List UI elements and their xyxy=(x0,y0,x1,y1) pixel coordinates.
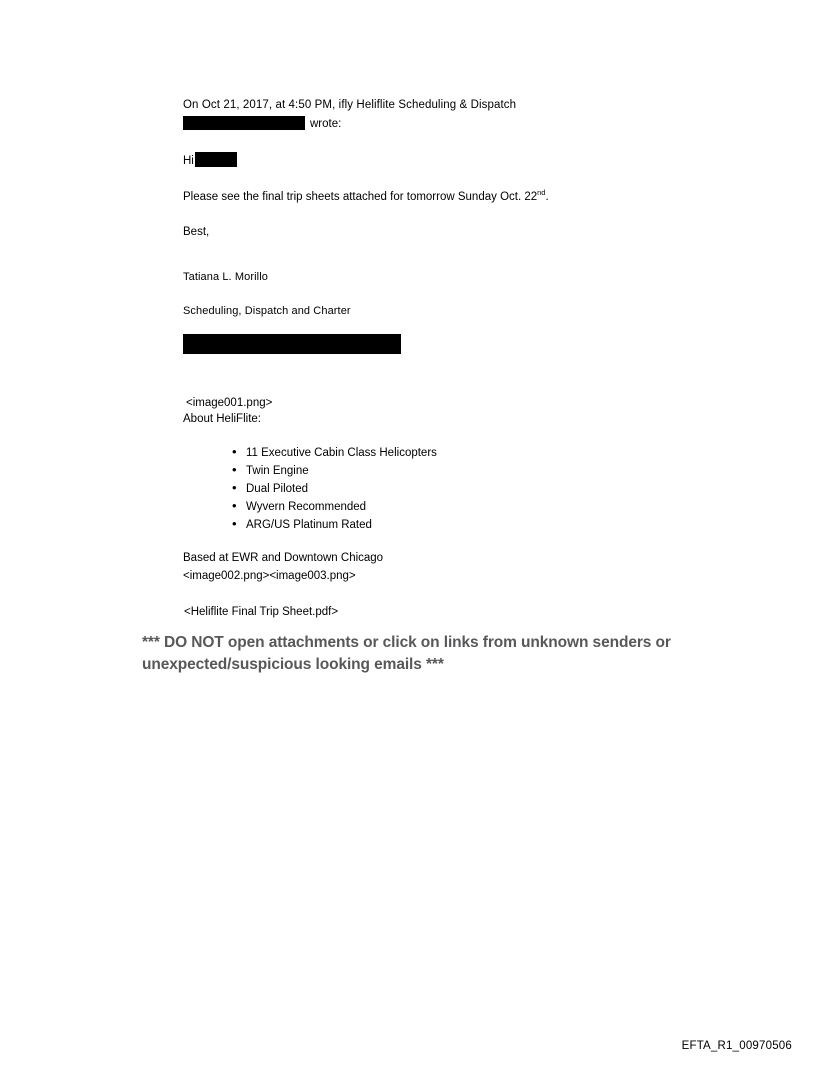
redaction-bar-signature-contact xyxy=(183,334,401,354)
redaction-bar-recipient-name xyxy=(195,152,237,167)
email-paragraph-text: Please see the final trip sheets attached for tomorrow Sunday Oct. 22 xyxy=(183,191,538,203)
list-item: • Twin Engine xyxy=(232,462,743,480)
image-ref-1-text: <image001.png> xyxy=(186,397,273,409)
feature-list xyxy=(183,444,743,534)
quoted-email-sender-line xyxy=(183,115,743,133)
attachment-reference: <Heliflite Final Trip Sheet.pdf> xyxy=(184,606,339,618)
list-item: • 11 Executive Cabin Class Helicopters xyxy=(232,444,743,462)
redaction-bar-sender xyxy=(183,116,305,130)
inline-image-references-2: <image002.png><image003.png> xyxy=(183,570,356,582)
signature-role: Scheduling, Dispatch and Charter xyxy=(183,305,351,317)
based-at-text: Based at EWR and Downtown Chicago xyxy=(183,552,384,564)
list-item: • Wyvern Recommended xyxy=(232,498,743,516)
signature-name: Tatiana L. Morillo xyxy=(183,271,268,283)
greeting-text: Hi xyxy=(183,155,194,167)
wrote-label: wrote: xyxy=(310,118,342,130)
list-item: • ARG/US Platinum Rated xyxy=(232,516,743,534)
email-body xyxy=(183,96,743,620)
security-warning-banner: *** DO NOT open attachments or click on links from unknown senders or unexpected/suspicious looking emails *** xyxy=(142,634,671,673)
list-item: • Dual Piloted xyxy=(232,480,743,498)
bates-number: EFTA_R1_00970506 xyxy=(681,1040,792,1052)
quoted-email-header: On Oct 21, 2017, at 4:50 PM, ifly Heliflite Scheduling & Dispatch xyxy=(183,99,517,111)
email-greeting xyxy=(183,153,743,169)
about-heliflite-label: About HeliFlite: xyxy=(183,413,261,425)
email-paragraph xyxy=(183,189,743,205)
email-closing: Best, xyxy=(183,226,210,238)
ordinal-suffix: nd xyxy=(537,188,546,198)
paragraph-period: . xyxy=(545,191,549,203)
inline-image-reference-1 xyxy=(183,395,743,411)
